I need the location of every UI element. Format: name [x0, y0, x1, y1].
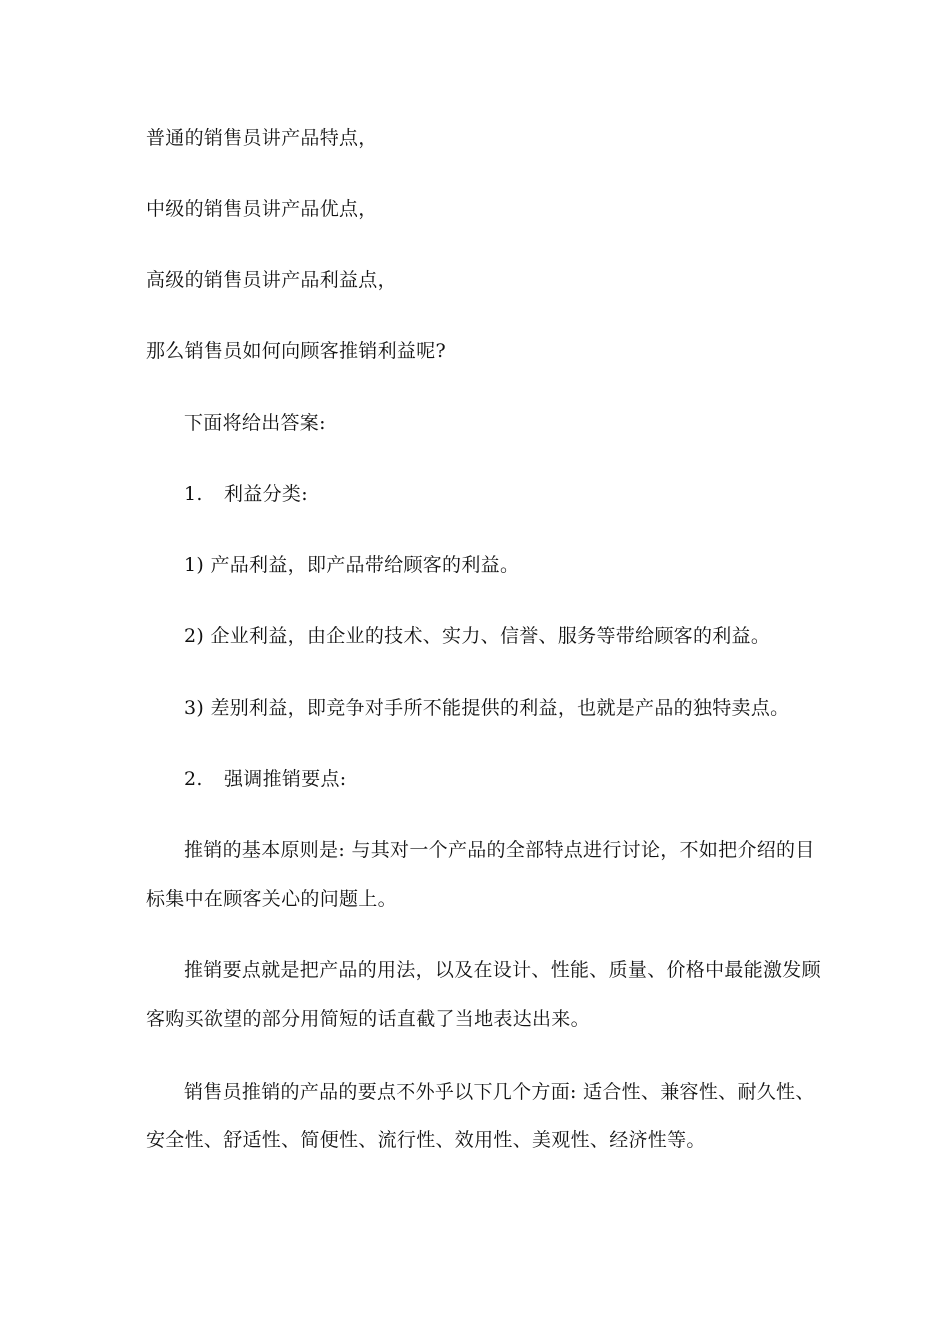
lead-text: 下面将给出答案: — [184, 412, 326, 434]
section-2-title: 强调推销要点: — [224, 768, 347, 790]
section-2-number: 2. — [184, 768, 203, 790]
intro-line-3: 高级的销售员讲产品利益点， — [146, 269, 397, 291]
paragraph-2-line-2: 客购买欲望的部分用简短的话直截了当地表达出来。 — [146, 1008, 590, 1030]
paragraph-2-line-1: 推销要点就是把产品的用法，以及在设计、性能、质量、价格中最能激发顾 — [184, 959, 821, 981]
benefit-item-1: 1) 产品利益，即产品带给顾客的利益。 — [184, 554, 520, 576]
intro-line-4: 那么销售员如何向顾客推销利益呢? — [146, 340, 446, 362]
paragraph-3-line-2: 安全性、舒适性、简便性、流行性、效用性、美观性、经济性等。 — [146, 1129, 706, 1151]
section-1-title: 利益分类: — [224, 483, 308, 505]
benefit-item-2: 2) 企业利益，由企业的技术、实力、信誉、服务等带给顾客的利益。 — [184, 625, 771, 647]
section-1-heading — [184, 482, 308, 506]
intro-line-2: 中级的销售员讲产品优点， — [146, 198, 378, 220]
paragraph-1-line-2: 标集中在顾客关心的问题上。 — [146, 888, 397, 910]
benefit-item-3: 3) 差别利益，即竞争对手所不能提供的利益，也就是产品的独特卖点。 — [184, 697, 790, 719]
paragraph-1-line-1: 推销的基本原则是: 与其对一个产品的全部特点进行讨论，不如把介绍的目 — [184, 839, 815, 861]
section-1-number: 1. — [184, 483, 203, 505]
intro-line-1: 普通的销售员讲产品特点， — [146, 127, 378, 149]
section-2-heading — [184, 767, 347, 791]
paragraph-3-line-1: 销售员推销的产品的要点不外乎以下几个方面: 适合性、兼容性、耐久性、 — [184, 1081, 815, 1103]
